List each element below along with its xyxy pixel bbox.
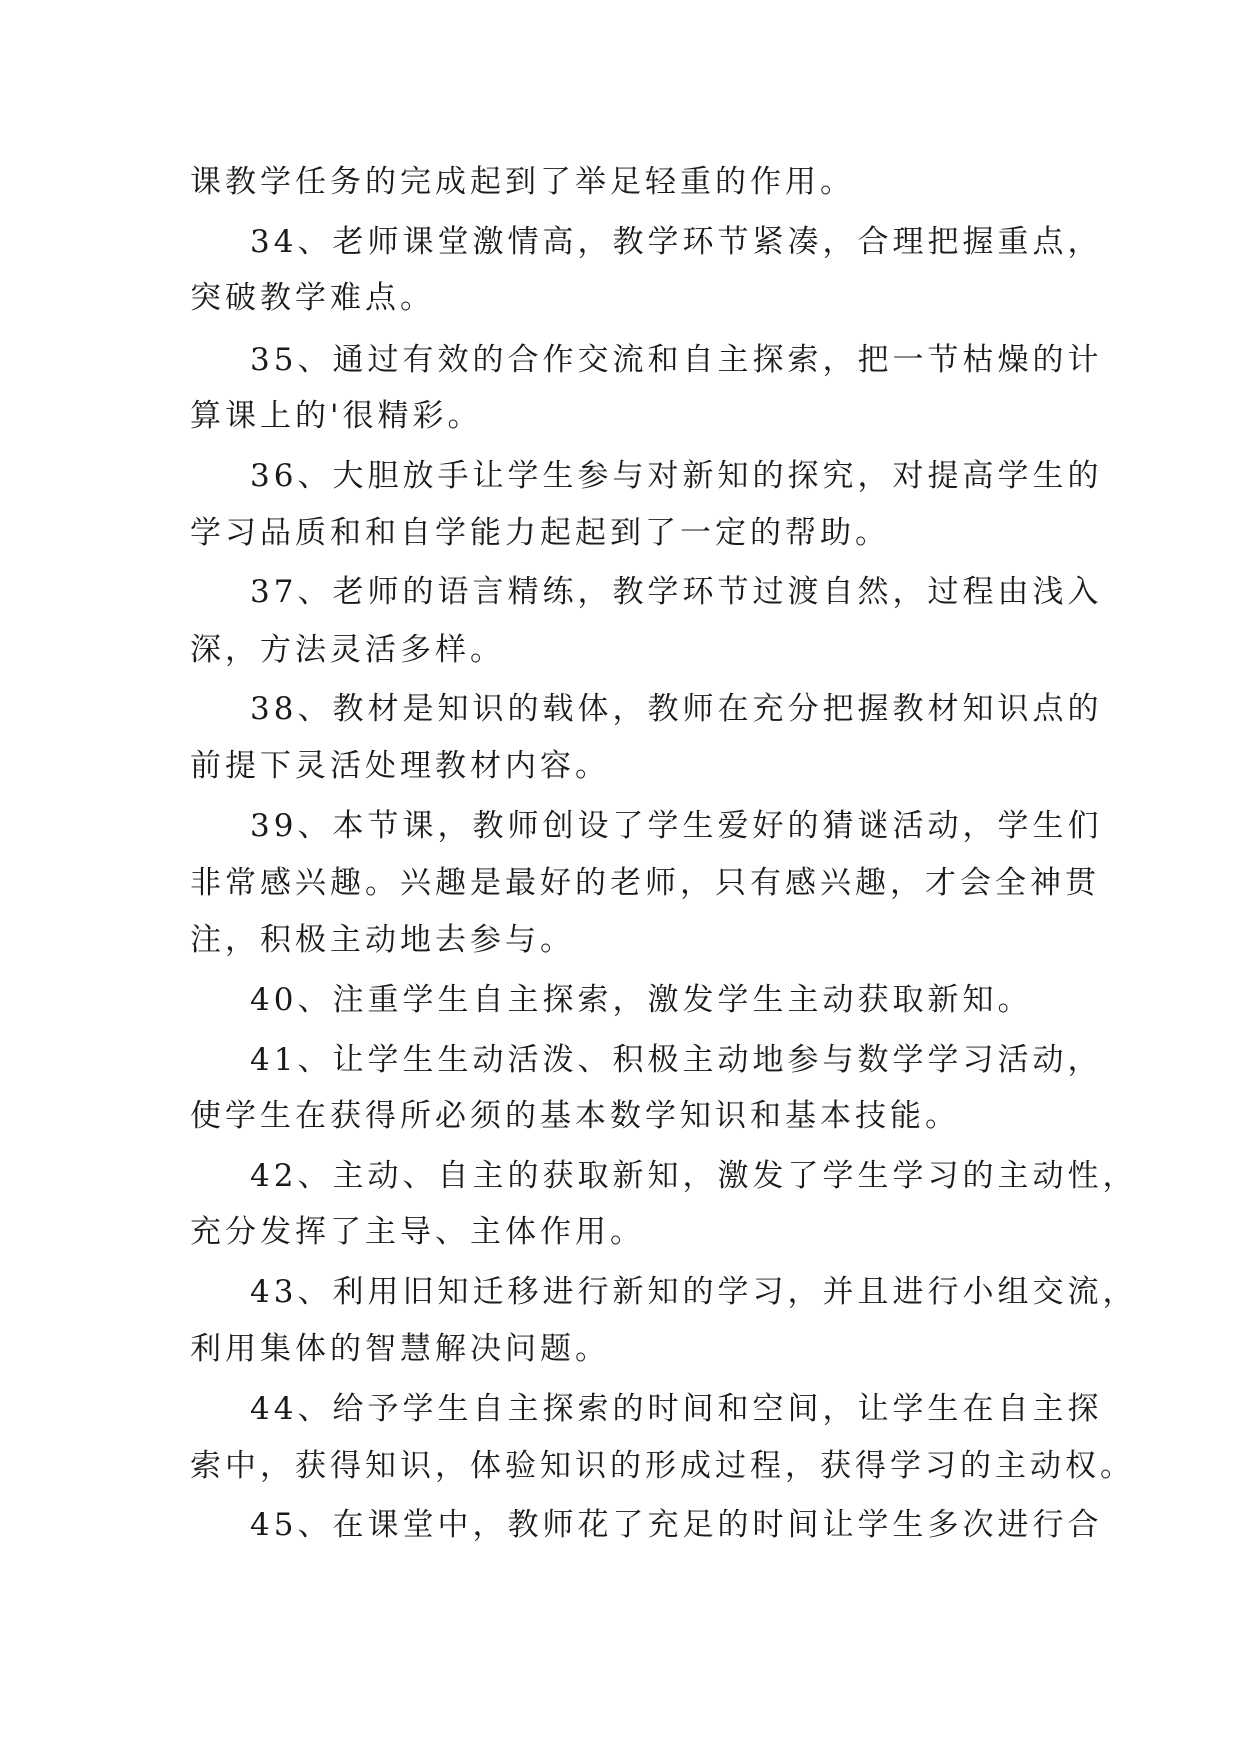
item-36-line: 36、大胆放手让学生参与对新知的探究，对提高学生的 [250, 458, 1103, 494]
text-line: 深，方法灵活多样。 [190, 632, 505, 668]
item-34-line: 34、老师课堂激情高，教学环节紧凑，合理把握重点， [250, 224, 1103, 260]
text-line: 利用集体的智慧解决问题。 [190, 1331, 610, 1367]
item-38-line: 38、教材是知识的载体，教师在充分把握教材知识点的 [250, 691, 1103, 727]
text-line: 非常感兴趣。兴趣是最好的老师，只有感兴趣，才会全神贯 [190, 865, 1100, 901]
item-43-line: 43、利用旧知迁移进行新知的学习，并且进行小组交流， [250, 1274, 1138, 1310]
text-line: 突破教学难点。 [190, 280, 435, 316]
item-41-line: 41、让学生生动活泼、积极主动地参与数学学习活动， [250, 1042, 1103, 1078]
text-line: 学习品质和和自学能力起起到了一定的帮助。 [190, 515, 890, 551]
item-40-line: 40、注重学生自主探索，激发学生主动获取新知。 [250, 982, 1033, 1018]
text-line: 课教学任务的完成起到了举足轻重的作用。 [190, 164, 855, 200]
item-42-line: 42、主动、自主的获取新知，激发了学生学习的主动性， [250, 1158, 1138, 1194]
text-line: 前提下灵活处理教材内容。 [190, 748, 610, 784]
text-line: 充分发挥了主导、主体作用。 [190, 1214, 645, 1250]
text-line: 使学生在获得所必须的基本数学知识和基本技能。 [190, 1098, 960, 1134]
item-35-line: 35、通过有效的合作交流和自主探索，把一节枯燥的计 [250, 342, 1103, 378]
item-44-line: 44、给予学生自主探索的时间和空间，让学生在自主探 [250, 1391, 1103, 1427]
item-37-line: 37、老师的语言精练，教学环节过渡自然，过程由浅入 [250, 574, 1103, 610]
text-line: 算课上的'很精彩。 [190, 398, 483, 434]
text-line: 注，积极主动地去参与。 [190, 922, 575, 958]
item-45-line: 45、在课堂中，教师花了充足的时间让学生多次进行合 [250, 1507, 1103, 1543]
item-39-line: 39、本节课，教师创设了学生爱好的猜谜活动，学生们 [250, 808, 1103, 844]
text-line: 索中，获得知识，体验知识的形成过程，获得学习的主动权。 [190, 1448, 1135, 1484]
